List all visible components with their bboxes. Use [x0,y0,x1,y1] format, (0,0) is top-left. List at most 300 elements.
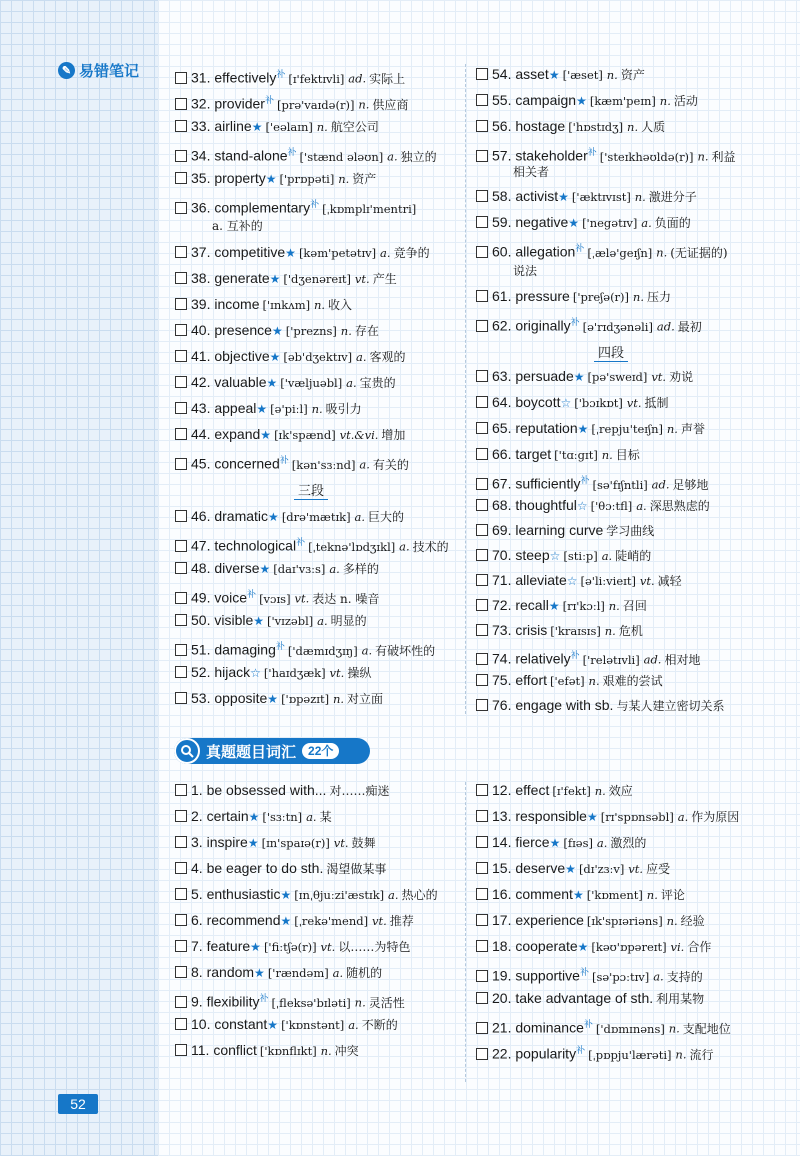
entry-phonetic: [ɪnˌθjuːzi'æstɪk] [294,888,385,902]
checkbox[interactable] [175,940,187,952]
entry-number: 68. [492,497,512,513]
star-icon: ☆ [250,666,261,680]
column-divider [465,782,466,1082]
star-icon: ★ [266,376,278,390]
entry-meaning: 航空公司 [330,120,379,134]
vocab-entry [175,268,397,289]
entry-meaning: 冲突 [334,1044,359,1058]
entry-number: 21. [492,1019,512,1036]
vocab-entry [476,620,643,641]
entry-pos: a. [329,562,340,576]
checkbox[interactable] [476,68,488,80]
entry-meaning: 某 [319,810,332,824]
checkbox[interactable] [175,562,187,574]
entry-pos: a. [677,810,689,824]
checkbox[interactable] [175,324,187,336]
entry-meaning: (无证据的) [670,245,728,260]
star-icon: ★ [267,1018,279,1032]
checkbox[interactable] [175,72,187,84]
entry-phonetic: [əb'dʒektɪv] [283,350,353,364]
checkbox[interactable] [175,784,187,796]
entry-meaning: 活动 [673,94,698,108]
star-icon: ★ [260,428,272,442]
entry-pos: n. [634,190,646,204]
star-icon: ★ [267,692,279,706]
entry-meaning: 经验 [680,914,705,928]
vocab-entry [476,116,665,137]
vocab-entry [175,424,405,445]
entry-word: negative [515,214,569,230]
entry-pos: n. [338,172,350,186]
entry-word: responsible [515,808,587,824]
star-icon: ★ [269,350,281,364]
entry-meaning: 鼓舞 [351,836,376,850]
entry-number: 19. [492,967,512,984]
vocab-entry [476,238,728,263]
supplement-mark-icon: 补 [279,455,289,465]
entry-phonetic: ['θɔːtfl] [590,499,633,513]
checkbox[interactable] [476,1048,488,1060]
checkbox[interactable] [476,888,488,900]
vocab-entry [175,962,382,983]
entry-meaning: 评论 [660,888,685,902]
checkbox[interactable] [476,836,488,848]
entry-word: alleviate [515,572,567,588]
checkbox[interactable] [175,150,187,162]
entry-meaning: 陡峭的 [615,549,652,563]
supplement-mark-icon: 补 [576,1045,586,1055]
star-icon: ★ [268,510,279,524]
entry-number: 60. [492,243,512,260]
entry-pos: a. [354,510,365,524]
left-grid-margin [0,0,158,1156]
entry-phonetic: [ə'liːvieɪt] [580,574,636,588]
star-icon: ★ [265,172,277,186]
star-icon: ★ [285,246,296,260]
entry-word: competitive [214,244,286,260]
entry-phonetic: [kæm'peɪn] [589,94,656,108]
checkbox[interactable] [476,478,488,490]
supplement-mark-icon: 补 [310,199,320,209]
entry-meaning: 利用某物 [656,992,705,1006]
checkbox[interactable] [175,376,187,388]
entry-phonetic: [prə'vaɪdə(r)] [276,97,355,112]
entry-number: 20. [492,990,512,1006]
entry-pos: ad. [656,319,675,334]
entry-number: 48. [191,560,211,576]
checkbox[interactable] [476,810,488,822]
entry-meaning: 不断的 [361,1018,398,1032]
entry-word: conflict [213,1042,257,1058]
entry-word: diverse [214,560,260,576]
checkbox[interactable] [175,666,187,678]
entry-meaning: 产生 [372,272,397,286]
checkbox[interactable] [476,120,488,132]
entry-meaning: 危机 [618,624,643,638]
entry-word: income [214,296,260,312]
brand-label: 易错笔记 [79,63,140,80]
entry-word: engage with sb. [515,697,614,713]
entry-word: valuable [214,374,267,390]
entry-phonetic: [rɪ'kɔːl] [562,599,605,613]
checkbox[interactable] [476,150,488,162]
checkbox[interactable] [175,644,187,656]
entry-number: 18. [492,938,512,954]
entry-meaning: 艰难的尝试 [602,674,663,688]
entry-phonetic: ['efət] [550,674,585,688]
entry-number: 43. [191,400,211,416]
entry-pos: n. [627,120,639,134]
vocab-entry [476,936,711,957]
entry-meaning: 竞争的 [393,246,430,260]
entry-number: 69. [492,522,512,538]
checkbox[interactable] [175,966,187,978]
supplement-mark-icon: 补 [247,589,257,599]
checkbox[interactable] [476,290,488,302]
entry-pos: n. [332,692,345,706]
checkbox[interactable] [476,448,488,460]
entry-number: 59. [492,214,512,230]
entry-word: be eager to do sth. [206,860,324,876]
entry-pos: vt. [628,862,644,876]
checkbox[interactable] [175,172,187,184]
entry-word: deserve [515,860,566,876]
entry-phonetic: ['kɒnstənt] [281,1018,345,1032]
entry-number: 65. [492,420,512,436]
entry-number: 53. [191,690,211,706]
entry-word: persuade [515,368,574,384]
entry-phonetic: [ə'rɪdʒənəli] [582,319,653,334]
checkbox[interactable] [175,862,187,874]
entry-word: technological [214,537,297,554]
entry-meaning: 合作 [687,940,712,954]
entry-number: 66. [492,446,512,462]
entry-number: 62. [492,317,512,334]
entry-word: visible [214,612,254,628]
entry-word: presence [214,322,272,338]
supplement-mark-icon: 补 [580,475,590,485]
checkbox[interactable] [175,510,187,522]
entry-pos: a. [636,499,647,513]
checkbox[interactable] [175,298,187,310]
star-icon: ★ [271,324,283,338]
entry-meaning: 作为原因 [691,810,740,824]
entry-pos: vt. [354,272,370,286]
checkbox[interactable] [476,862,488,874]
vocab-entry [476,520,654,541]
entry-number: 13. [492,808,512,824]
entry-phonetic: [kəʊ'ɒpəreɪt] [591,940,667,954]
checkbox[interactable] [175,246,187,258]
entry-number: 38. [191,270,211,286]
vocab-entry [175,506,404,527]
entry-number: 58. [492,188,512,204]
entry-meaning: 减轻 [657,574,682,588]
entry-word: experience [515,912,584,928]
vocab-entry [476,90,698,111]
supplement-mark-icon: 补 [583,1019,593,1029]
entry-meaning: 召回 [622,599,647,613]
entry-pos: ad. [643,652,662,667]
entry-phonetic: ['haɪdʒæk] [263,666,326,680]
entry-word: fierce [515,834,550,850]
entry-word: cooperate [515,938,578,954]
entry-number: 31. [191,69,211,86]
vocab-entry [476,545,651,566]
entry-word: be obsessed with... [206,782,327,798]
checkbox[interactable] [175,540,187,552]
checkbox[interactable] [175,836,187,848]
entry-number: 22. [492,1045,512,1062]
entry-word: asset [515,66,549,82]
supplement-mark-icon: 补 [276,69,286,79]
entry-phonetic: [ɪk'spænd] [274,428,336,442]
entry-meaning: 激进分子 [648,190,697,204]
vocab-entry [476,962,703,987]
checkbox[interactable] [175,1018,187,1030]
checkbox[interactable] [476,1022,488,1034]
page-number: 52 [58,1094,98,1114]
checkbox[interactable] [175,402,187,414]
checkbox[interactable] [476,246,488,258]
checkbox[interactable] [476,499,488,511]
checkbox[interactable] [476,653,488,665]
entry-meaning: 效应 [608,784,633,798]
vocab-entry [175,910,414,931]
supplement-mark-icon: 补 [259,993,269,1003]
vocab-entry [476,884,685,905]
vocab-entry [476,806,739,827]
entry-number: 46. [191,508,211,524]
checkbox[interactable] [476,216,488,228]
entry-number: 9. [191,993,203,1010]
entry-pos: a. [359,457,370,472]
checkbox[interactable] [175,98,187,110]
banner-title: 真题题目词汇 [206,743,297,761]
entry-number: 40. [191,322,211,338]
entry-word: reputation [515,420,578,436]
entry-phonetic: [drə'mætɪk] [281,510,351,524]
checkbox[interactable] [175,458,187,470]
entry-number: 12. [492,782,512,798]
checkbox[interactable] [175,914,187,926]
vocab-entry [476,366,693,387]
entry-pos: ad. [651,477,670,492]
entry-number: 34. [191,147,211,164]
entry-pos: vt. [639,574,655,588]
entry-pos: a. [356,350,367,364]
checkbox[interactable] [476,422,488,434]
checkbox[interactable] [476,992,488,1004]
entry-number: 75. [492,672,512,688]
checkbox[interactable] [476,94,488,106]
entry-word: effect [515,782,550,798]
checkbox[interactable] [476,320,488,332]
checkbox[interactable] [476,784,488,796]
entry-word: originally [515,317,571,334]
vocab-entry [175,372,396,393]
checkbox[interactable] [476,370,488,382]
entry-pos: a. [380,246,391,260]
entry-meaning: 激烈的 [610,836,647,850]
star-icon: ★ [269,272,281,286]
entry-meaning: 支配地位 [682,1021,731,1036]
checkbox[interactable] [175,120,187,132]
supplement-mark-icon: 补 [570,650,580,660]
entry-word: steep [515,547,550,563]
vocab-entry [175,294,352,315]
supplement-mark-icon: 补 [275,641,285,651]
entry-number: 74. [492,650,512,667]
checkbox[interactable] [175,614,187,626]
entry-pos: n. [588,674,600,688]
entry-word: constant [214,1016,268,1032]
star-icon: ★ [247,836,259,850]
entry-phonetic: ['rændəm] [267,966,329,980]
entry-phonetic: [ˌælə'geɪʃn] [587,245,653,260]
checkbox[interactable] [175,692,187,704]
checkbox[interactable] [476,914,488,926]
entry-word: appeal [214,400,257,416]
entry-word: hijack [214,664,251,680]
entry-pos: a. [653,969,664,984]
checkbox[interactable] [476,549,488,561]
entry-pos: a. [596,836,608,850]
entry-pos: vt. [329,666,345,680]
entry-phonetic: ['bɔɪkɒt] [574,396,623,410]
vocab-entry [175,450,409,475]
entry-meaning: 供应商 [372,97,409,112]
checkbox[interactable] [175,428,187,440]
vocab-entry [175,858,386,879]
entry-number: 57. [492,147,512,164]
entry-word: allegation [515,243,576,260]
entry-pos: n. [675,1047,687,1062]
checkbox[interactable] [476,524,488,536]
vocab-entry [476,186,697,207]
checkbox[interactable] [476,970,488,982]
entry-pos: vt. [294,591,310,606]
supplement-mark-icon: 补 [575,243,585,253]
checkbox[interactable] [175,592,187,604]
entry-number: 45. [191,455,211,472]
section-heading-3: 三段 [294,480,328,500]
vocab-entry [175,346,406,367]
checkbox[interactable] [476,396,488,408]
entry-meaning: 负面的 [654,216,691,230]
entry-word: pressure [515,288,570,304]
entry-word: relatively [515,650,571,667]
checkbox[interactable] [175,202,187,214]
entry-phonetic: [vɔɪs] [259,591,291,606]
vocab-entry [175,242,430,263]
star-icon: ★ [558,190,569,204]
entry-meaning: 收入 [328,298,353,312]
supplement-mark-icon: 补 [264,95,274,105]
checkbox[interactable] [175,272,187,284]
entry-pos: a. [399,539,410,554]
entry-number: 71. [492,572,512,588]
checkbox[interactable] [476,190,488,202]
checkbox[interactable] [175,888,187,900]
checkbox[interactable] [476,624,488,636]
entry-meaning: 操纵 [347,666,372,680]
entry-number: 32. [191,95,211,112]
vocab-entry [175,884,438,905]
entry-meaning: 对立面 [347,692,384,706]
entry-number: 15. [492,860,512,876]
vocab-entry [175,636,435,661]
checkbox[interactable] [175,996,187,1008]
entry-number: 41. [191,348,211,364]
star-icon: ★ [548,599,560,613]
entry-word: feature [206,938,251,954]
entry-phonetic: [sə'fɪʃntli] [592,477,648,492]
star-icon: ★ [248,810,260,824]
entry-meaning: 推荐 [389,914,414,928]
entry-number: 10. [191,1016,211,1032]
entry-meaning: 有关的 [372,457,409,472]
star-icon: ★ [250,940,261,954]
entry-phonetic: ['sɜːtn] [262,810,303,824]
entry-number: 61. [492,288,512,304]
entry-word: random [206,964,255,980]
checkbox[interactable] [476,574,488,586]
checkbox[interactable] [476,599,488,611]
entry-meaning: 随机的 [346,966,383,980]
entry-phonetic: ['tɑːgɪt] [554,448,598,462]
entry-number: 36. [191,199,211,216]
entry-phonetic: ['hɒstɪdʒ] [568,120,624,134]
entry-phonetic: [ˌfleksə'bɪləti] [271,995,351,1010]
entry-number: 70. [492,547,512,563]
entry-pos: vt. [651,370,667,384]
checkbox[interactable] [476,674,488,686]
star-icon: ★ [565,862,576,876]
entry-meaning: 表达 n. 噪音 [312,591,380,606]
vocab-entry [175,142,437,167]
entry-phonetic: [sə'pɔːtɪv] [591,969,650,984]
vocab-entry [476,780,633,801]
entry-phonetic: ['steɪkhəʊldə(r)] [599,149,694,164]
entry-phonetic: ['prezns] [285,324,337,338]
entry-phonetic: ['kraɪsɪs] [550,624,601,638]
checkbox[interactable] [175,1044,187,1056]
entry-phonetic: ['æktɪvɪst] [571,190,631,204]
checkbox[interactable] [175,350,187,362]
star-icon: ★ [586,810,598,824]
entry-pos: n. [311,402,323,416]
vocab-entry [476,832,646,853]
entry-word: recommend [206,912,281,928]
entry-pos: vt. [626,396,642,410]
checkbox[interactable] [175,810,187,822]
vocab-entry [476,1040,714,1065]
entry-meaning: 增加 [381,428,406,442]
entry-meaning: 目标 [615,448,640,462]
entry-meaning: 宝贵的 [359,376,396,390]
checkbox[interactable] [476,699,488,711]
entry-phonetic: [ˌteknə'lɒdʒɪkl] [308,539,396,554]
vocab-entry [476,695,724,716]
entry-phonetic: [daɪ'vɜːs] [273,562,326,576]
entry-word: sufficiently [515,475,581,492]
entry-meaning: 与某人建立密切关系 [616,699,725,713]
checkbox[interactable] [476,940,488,952]
entry-pos: vt. [320,940,336,954]
entry-meaning: 人质 [641,120,666,134]
star-icon: ★ [280,914,292,928]
